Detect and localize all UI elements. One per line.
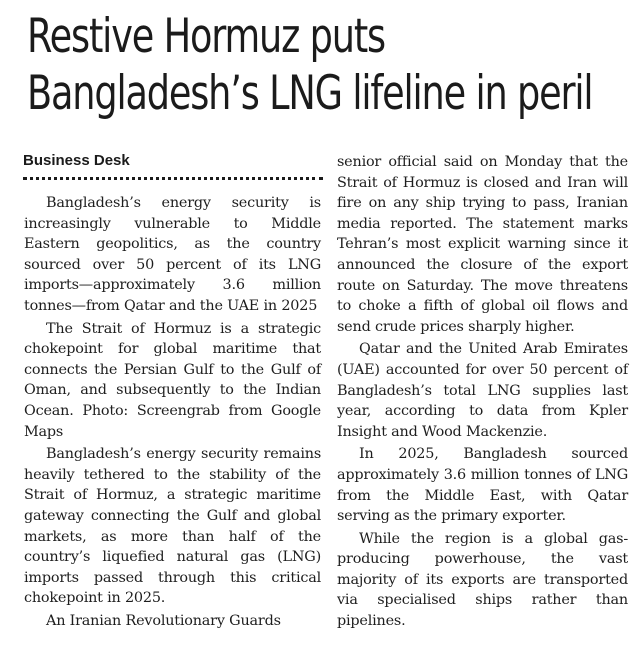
byline: Business Desk <box>23 152 130 169</box>
article-column-right <box>337 152 628 632</box>
byline-dotted-divider <box>23 177 323 180</box>
paragraph-shipping: While the region is a global gas-producing powerhouse, the vast majority of its exports are transported via specialised ships rather than pipelines. <box>337 530 628 630</box>
paragraph-intro: Bangladesh’s energy security is increasingly vulnerable to Middle Eastern geopolitics, as the country sourced over 50 percent of its LNG imports—approximately 3.6 million tonnes—from Qatar and the UAE in 2025 <box>24 195 321 314</box>
headline-line-1: Restive Hormuz puts <box>27 9 385 64</box>
paragraph-energy-security: Bangladesh’s energy security remains heavily tethered to the stability of the Strait of Hormuz, a strategic maritime gateway connecting the Gulf and global markets, as more than half of the country’s liquefied natural gas (LNG) imports passed through this critical chokepoint in 2025. <box>24 446 321 607</box>
headline-line-2: Bangladesh’s LNG lifeline in peril <box>27 66 593 121</box>
paragraph-guards-start: An Iranian Revolutionary Guards <box>46 612 281 629</box>
article-column-left <box>24 193 321 631</box>
paragraph-guards-continued: senior official said on Monday that the Strait of Hormuz is closed and Iran will fire on any ship trying to pass, Iranian media reported. The statement marks Tehran’s most explicit warning since it announced the closure of the export route on Saturday. The move threatens to choke a fifth of global oil flows and send crude prices sharply higher. <box>337 154 628 335</box>
paragraph-photo-caption: The Strait of Hormuz is a strategic chokepoint for global maritime that connects the Persian Gulf to the Gulf of Oman, and subsequently to the Indian Ocean. Photo: Screengrab from Google Maps <box>24 320 321 440</box>
paragraph-2025-sourcing: In 2025, Bangladesh sourced approximately 3.6 million tonnes of LNG from the Middle East, with Qatar serving as the primary exporter. <box>337 446 628 525</box>
paragraph-qatar-uae: Qatar and the United Arab Emirates (UAE) accounted for over 50 percent of Bangladesh’s total LNG supplies last year, according to data from Kpler Insight and Wood Mackenzie. <box>337 341 628 440</box>
headline <box>27 8 593 122</box>
